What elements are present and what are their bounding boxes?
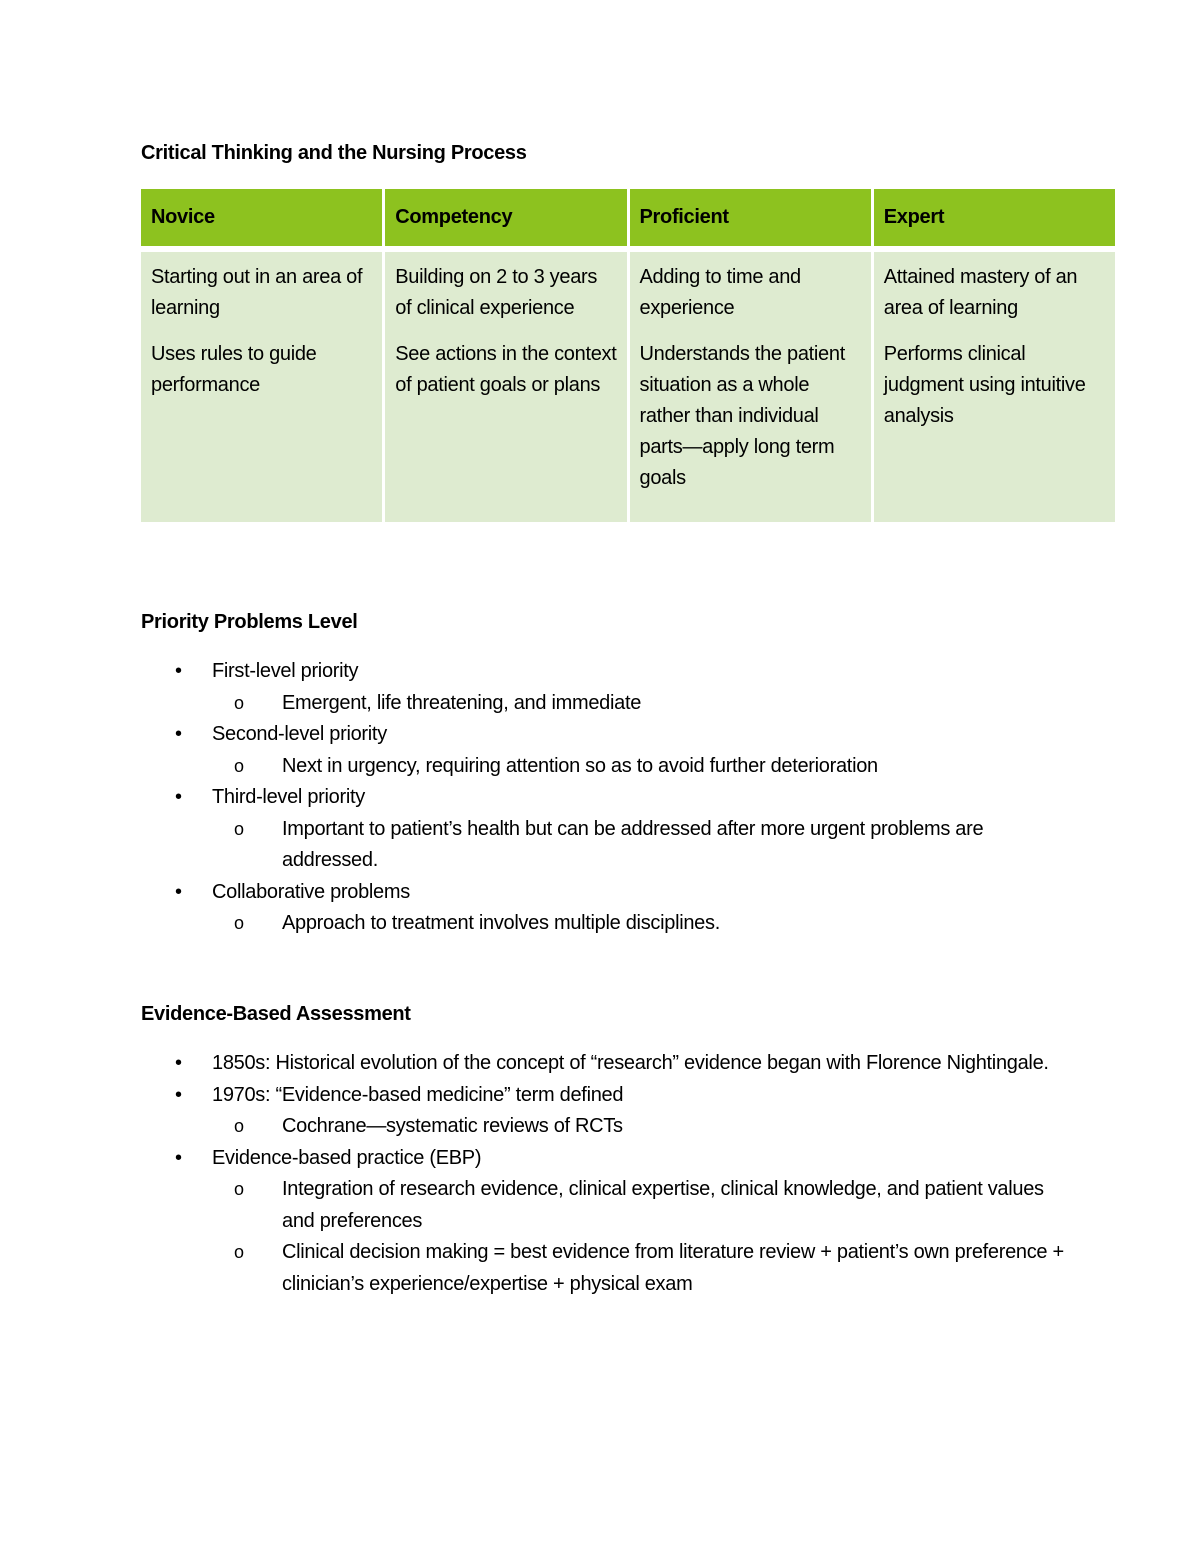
sub-list-item [212,1111,1071,1143]
list-item [141,719,1071,782]
header-novice: Novice [141,189,382,252]
bullet-icon: • [175,723,182,745]
sub-list [212,908,1071,940]
header-expert: Expert [874,189,1115,252]
table-header-row [141,189,1115,252]
sub-list [212,1174,1071,1300]
sub-list [212,814,1071,877]
sub-list-item [212,751,1071,783]
cell-text: Attained mastery of an area of learning [883,266,1078,319]
bullet-icon: • [175,1146,182,1169]
sub-list-item [212,688,1071,720]
sub-list-item-text: Next in urgency, requiring attention so as to avoid further deterioration [282,754,878,777]
cell-text: Starting out in an area of learning [151,266,363,319]
circle-bullet-icon: o [234,1116,244,1136]
sub-list [212,688,1071,720]
cell-text: Understands the patient situation as a whole rather than individual parts—apply long term goals [639,343,845,489]
sub-list-item [212,814,1071,877]
section-title-priority-problems: Priority Problems Level [141,611,358,633]
section-title-evidence-based: Evidence-Based Assessment [141,1003,411,1025]
list-item-text: 1970s: “Evidence-based medicine” term defined [212,1083,624,1106]
circle-bullet-icon: o [234,755,244,776]
cell-text: See actions in the context of patient goals or plans [395,343,617,396]
cell-text: Building on 2 to 3 years of clinical experience [395,266,598,319]
list-item-text: Third-level priority [212,786,365,808]
sub-list-item-text: Clinical decision making = best evidence from literature review + patient’s own preference + clinician’s experience/expertise + physical exam [282,1241,1064,1295]
bullet-icon: • [175,786,182,808]
list-item-text: Second-level priority [212,723,387,745]
sub-list [212,751,1071,783]
evidence-list [141,1048,1071,1300]
cell-text: Performs clinical judgment using intuitive analysis [883,343,1086,427]
list-item-text: First-level priority [212,660,359,682]
nursing-stages-table [138,189,1118,522]
cell-proficient [630,252,871,522]
sub-list-item [212,1237,1071,1300]
list-item [141,877,1071,940]
cell-text: Adding to time and experience [639,266,801,319]
bullet-icon: • [175,880,182,903]
bullet-icon: • [175,1083,182,1106]
table-row [141,252,1115,522]
circle-bullet-icon: o [234,818,244,839]
list-item [141,782,1071,877]
cell-competency [385,252,626,522]
cell-expert [874,252,1115,522]
sub-list-item-text: Approach to treatment involves multiple disciplines. [282,912,720,934]
cell-text: Uses rules to guide performance [151,343,317,396]
header-proficient: Proficient [630,189,871,252]
circle-bullet-icon: o [234,1242,244,1262]
list-item [141,1048,1071,1080]
list-item [141,1143,1071,1301]
sub-list-item-text: Integration of research evidence, clinical expertise, clinical knowledge, and patient values and preferences [282,1178,1044,1232]
bullet-icon: • [175,660,182,682]
sub-list-item [212,908,1071,940]
circle-bullet-icon: o [234,1179,244,1199]
circle-bullet-icon: o [234,692,244,713]
sub-list-item-text: Emergent, life threatening, and immediate [282,691,642,714]
list-item [141,1080,1071,1143]
sub-list-item-text: Cochrane—systematic reviews of RCTs [282,1115,623,1137]
list-item-text: Evidence-based practice (EBP) [212,1146,482,1169]
priority-list [141,656,1071,940]
bullet-icon: • [175,1052,182,1074]
section-title-critical-thinking: Critical Thinking and the Nursing Process [141,142,527,164]
sub-list-item-text: Important to patient’s health but can be addressed after more urgent problems are addressed. [282,817,984,871]
list-item-text: 1850s: Historical evolution of the concept of “research” evidence began with Florence Nightingale. [212,1052,1049,1074]
sub-list-item [212,1174,1071,1237]
list-item-text: Collaborative problems [212,880,410,903]
sub-list [212,1111,1071,1143]
circle-bullet-icon: o [234,913,244,933]
list-item [141,656,1071,719]
cell-novice [141,252,382,522]
header-competency: Competency [385,189,626,252]
